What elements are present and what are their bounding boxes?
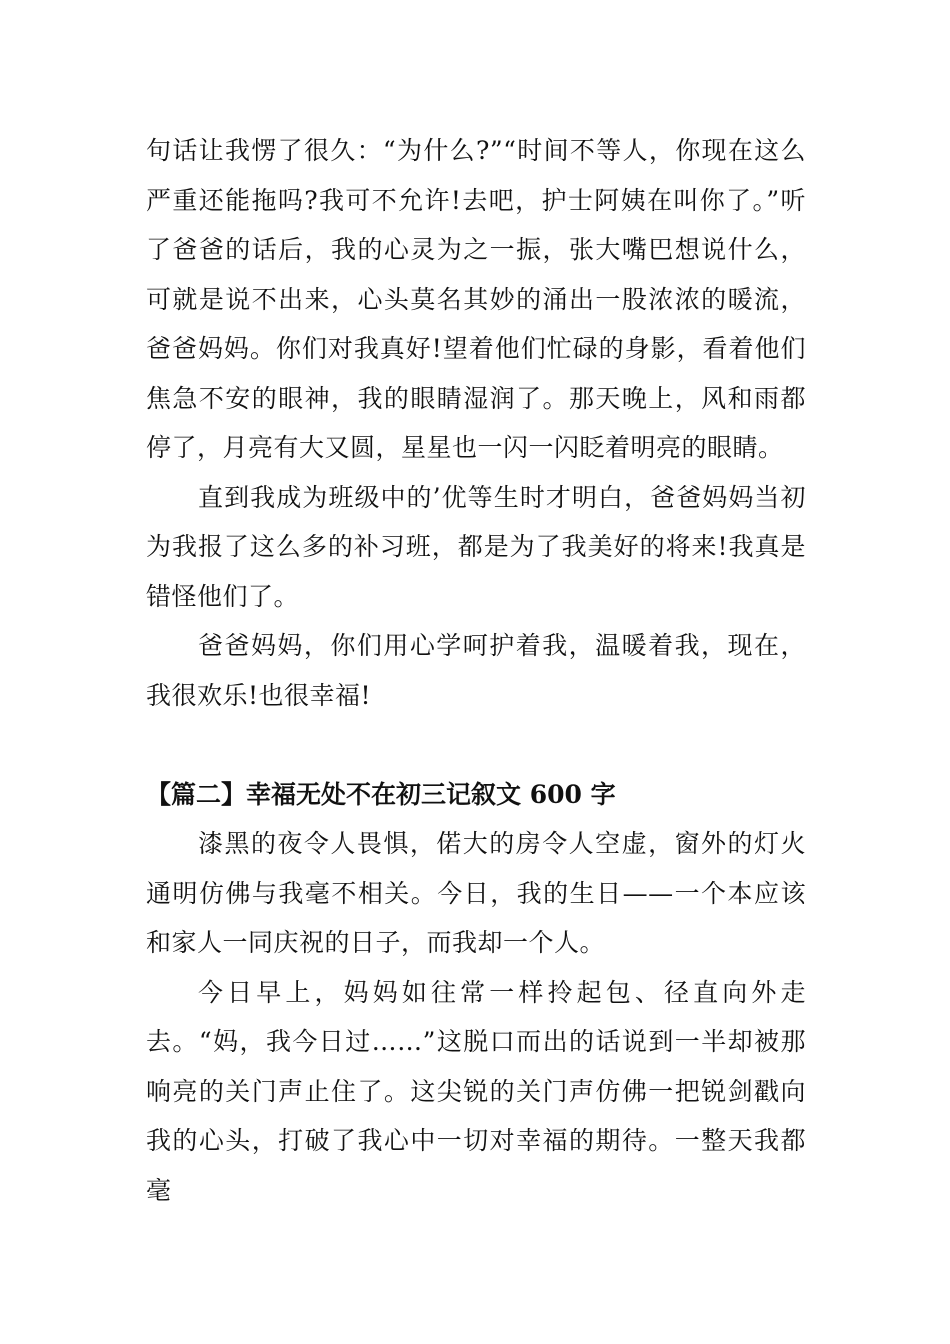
paragraph-continuation: 句话让我愣了很久：“为什么?”“时间不等人，你现在这么严重还能拖吗?我可不允许!去吧，护士阿姨在叫你了。”听了爸爸的话后，我的心灵为之一振，张大嘴巴想说什么，可就是说不出来，心头莫名其妙的涌出一股浓浓的暖流，爸爸妈妈。你们对我真好!望着他们忙碌的身影，看着他们焦急不安的眼神，我的眼睛湿润了。那天晚上，风和雨都停了，月亮有大又圆，星星也一闪一闪眨着明亮的眼睛。 xyxy=(146,136,806,462)
paragraph-night: 漆黑的夜令人畏惧，偌大的房令人空虚，窗外的灯火通明仿佛与我毫不相关。今日，我的生日——一个本应该和家人一同庆祝的日子，而我却一个人。 xyxy=(146,829,806,957)
paragraph-closing: 爸爸妈妈，你们用心学呵护着我，温暖着我，现在，我很欢乐!也很幸福! xyxy=(146,631,806,710)
paragraph-realization: 直到我成为班级中的’优等生时才明白，爸爸妈妈当初为我报了这么多的补习班，都是为了我美好的将来!我真是错怪他们了。 xyxy=(146,482,806,611)
section-spacer xyxy=(146,720,806,770)
paragraph-morning: 今日早上，妈妈如往常一样拎起包、径直向外走去。“妈，我今日过……”这脱口而出的话说到一半却被那响亮的关门声止住了。这尖锐的关门声仿佛一把锐剑戳向我的心头，打破了我心中一切对幸福的期待。一整天我都毫 xyxy=(146,977,806,1205)
document-body xyxy=(146,126,806,1215)
section-heading: 【篇二】幸福无处不在初三记叙文 600 字 xyxy=(146,779,616,809)
